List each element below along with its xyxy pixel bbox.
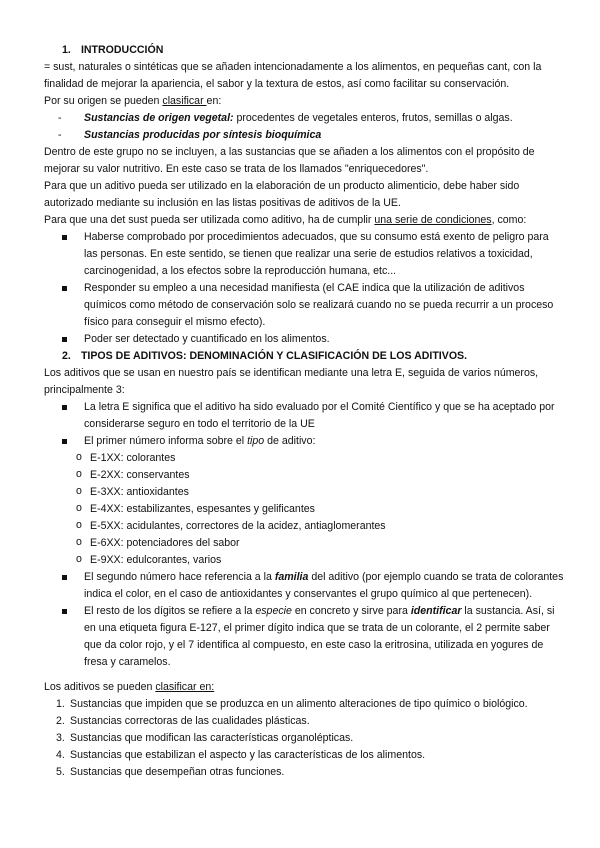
conditions-list	[44, 229, 564, 348]
origin-paragraph	[44, 93, 564, 110]
list-item: o E-1XX: colorantes	[76, 450, 564, 467]
item-text: Sustancias que impiden que se produzca en un alimento alteraciones de tipo químico o biológico.	[70, 698, 528, 710]
text-run: en concreto y sirve para	[291, 605, 411, 617]
list-item: Haberse comprobado por procedimientos adecuados, que su consumo está exento de peligro para las personas. En este sentido, se tienen que realizar una serie de estudios relativos a toxicidad, carcinogenidad, a los efectos sobre la reproducción humana, etc...	[58, 229, 564, 280]
section-number: 1.	[62, 44, 71, 56]
list-item: o E-2XX: conservantes	[76, 467, 564, 484]
item-text: Sustancias que modifican las características organolépticas.	[70, 732, 354, 744]
list-item	[58, 569, 564, 603]
list-item	[56, 730, 564, 747]
item-number: 3.	[56, 732, 65, 744]
text-run: procedentes de vegetales enteros, frutos, semillas o algas.	[233, 112, 513, 124]
list-item	[56, 713, 564, 730]
item-number: 1.	[56, 698, 65, 710]
item-text: Sustancias correctoras de las cualidades plásticas.	[70, 715, 310, 727]
list-item	[58, 603, 564, 671]
origin-list	[44, 110, 564, 144]
list-item: o E-3XX: antioxidantes	[76, 484, 564, 501]
text-run: Por su origen se pueden	[44, 95, 163, 107]
italic-text: especie	[255, 605, 292, 617]
list-item: o E-4XX: estabilizantes, espesantes y gelificantes	[76, 501, 564, 518]
additive-types-list	[44, 450, 564, 569]
list-item	[58, 110, 564, 127]
section-1-heading	[62, 42, 564, 59]
text-run: Para que una det sust pueda ser utilizada como aditivo, ha de cumplir	[44, 214, 375, 226]
item-number: 5.	[56, 766, 65, 778]
text-run: El resto de los dígitos se refiere a la	[84, 605, 256, 617]
italic-text: tipo	[247, 435, 265, 447]
intro-paragraph: Los aditivos que se usan en nuestro país se identifican mediante una letra E, seguida de varios números, principalmente 3:	[44, 367, 539, 396]
conditions-paragraph	[44, 212, 564, 229]
list-item: Responder su empleo a una necesidad manifiesta (el CAE indica que la utilización de aditivos químicos como método de conservación solo se realizará cuando no se pueda recurrir a un proceso físico para conseguir el mismo efecto).	[58, 280, 564, 331]
section-title: INTRODUCCIÓN	[80, 44, 164, 56]
text-run: Los aditivos se pueden	[44, 681, 156, 693]
text-run: del aditivo (por ejemplo cuando se trata de colorantes indica el color, en el caso de antioxidantes y conservantes el grupo químico al que pertenecen).	[84, 571, 564, 600]
text-run: El primer número informa sobre el	[84, 435, 248, 447]
list-item: o E-6XX: potenciadores del sabor	[76, 535, 564, 552]
list-item: La letra E significa que el aditivo ha sido evaluado por el Comité Científico y que se ha aceptado por considerarse seguro en todo el territorio de la UE	[58, 399, 564, 433]
item-number: 2.	[56, 715, 65, 727]
section-title: TIPOS DE ADITIVOS: DENOMINACIÓN Y CLASIFICACIÓN DE LOS ADITIVOS.	[80, 350, 468, 362]
classification-paragraph	[44, 679, 564, 696]
text-run: en:	[206, 95, 222, 107]
list-item	[56, 747, 564, 764]
bold-italic-text: Sustancias de origen vegetal:	[84, 112, 234, 124]
list-item	[58, 127, 564, 144]
definition-paragraph: = sust, naturales o sintéticas que se añaden intencionadamente a los alimentos, en pequeñas cant, con la finalidad de mejorar la apariencia, el sabor y la textura de estos, así como facilitar su conservación.	[44, 61, 542, 90]
classification-list	[44, 696, 564, 781]
bold-italic-text: Sustancias producidas por síntesis bioquímica	[84, 129, 322, 141]
text-run: El segundo número hace referencia a la	[84, 571, 275, 583]
document-body	[44, 42, 564, 781]
list-item	[56, 696, 564, 713]
underlined-text: clasificar	[162, 95, 207, 107]
numbering-list	[44, 399, 564, 450]
item-text: Sustancias que desempeñan otras funciones.	[70, 766, 285, 778]
underlined-text: una serie de condiciones	[374, 214, 492, 226]
underlined-text: clasificar en:	[155, 681, 215, 693]
list-item: Poder ser detectado y cuantificado en los alimentos.	[58, 331, 564, 348]
text-run: , como:	[491, 214, 527, 226]
list-item: o E-9XX: edulcorantes, varios	[76, 552, 564, 569]
spacer	[44, 671, 564, 679]
bold-italic-text: identificar	[410, 605, 462, 617]
list-item	[56, 764, 564, 781]
section-2-heading	[62, 348, 564, 365]
authorization-paragraph: Para que un aditivo pueda ser utilizado en la elaboración de un producto alimenticio, debe haber sido autorizado mediante su inclusión en las listas positivas de aditivos de la UE.	[44, 180, 520, 209]
numbering-list-continued	[44, 569, 564, 671]
list-item: o E-5XX: acidulantes, correctores de la acidez, antiaglomerantes	[76, 518, 564, 535]
list-item	[58, 433, 564, 450]
group-paragraph: Dentro de este grupo no se incluyen, a las sustancias que se añaden a los alimentos con el propósito de mejorar su valor nutritivo. En este caso se trata de los llamados "enriquecedores".	[44, 146, 535, 175]
bold-italic-text: familia	[274, 571, 309, 583]
text-run: de aditivo:	[264, 435, 316, 447]
section-number: 2.	[62, 350, 71, 362]
item-text: Sustancias que estabilizan el aspecto y las características de los alimentos.	[70, 749, 426, 761]
item-number: 4.	[56, 749, 65, 761]
text-run: la sustancia. Así, si en una etiqueta figura E-127, el primer dígito indica que se trata de un colorante, el 2 permite saber que da color rojo, y el 7 identifica al compuesto, en este caso la eritrosina, utilizada en yogures de fresa y caramelos.	[84, 605, 555, 668]
